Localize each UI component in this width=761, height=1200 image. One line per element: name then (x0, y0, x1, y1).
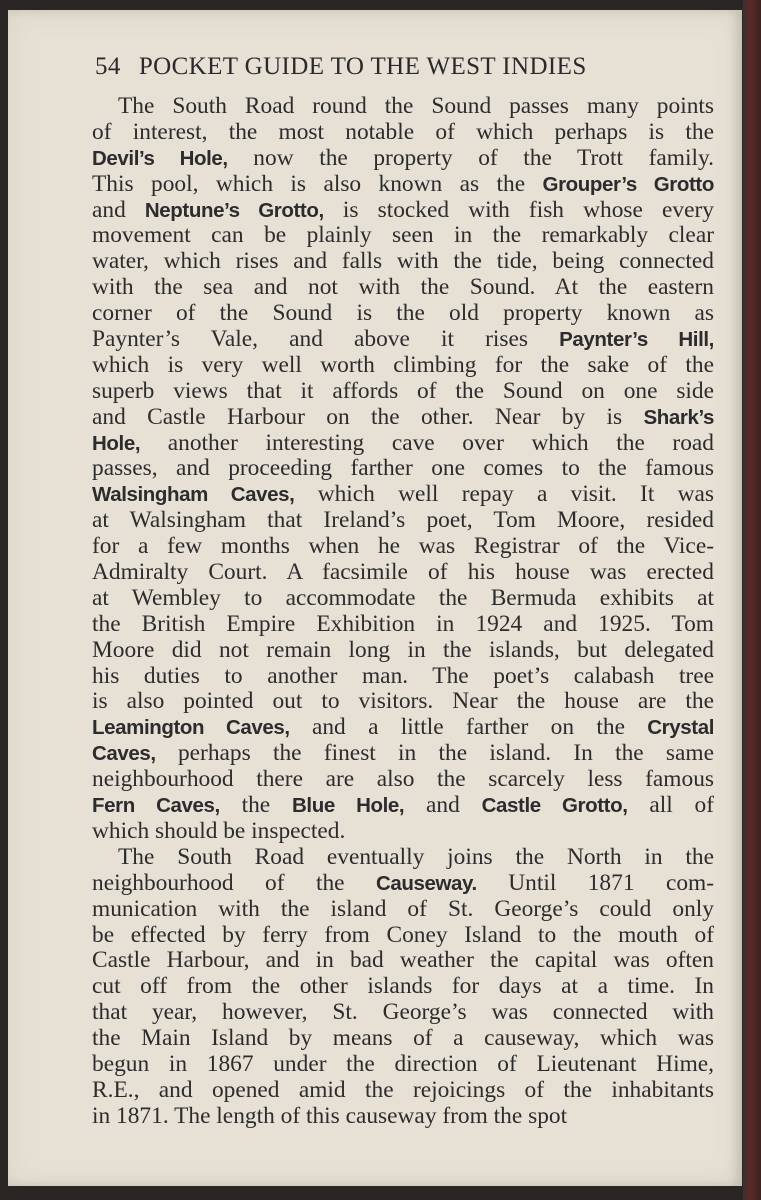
text-segment: and (404, 793, 482, 819)
bold-place-name: Paynter’s Hill, (559, 328, 714, 352)
text-segment: The South Road round the Sound passes many points (118, 94, 714, 119)
text-line (92, 275, 714, 301)
running-title: POCKET GUIDE TO THE WEST INDIES (138, 53, 587, 80)
text-segment: and a little farther on the (289, 715, 648, 741)
book-cover-edge (743, 0, 761, 1200)
text-segment: movement can be plainly seen in the remarkably clear (92, 223, 714, 249)
text-line (92, 638, 714, 664)
bold-place-name: Castle Grotto, (481, 794, 628, 818)
text-segment: in 1871. The length of this causeway from the spot (92, 1103, 568, 1129)
text-line (92, 560, 714, 586)
text-segment: that year, however, St. George’s was connected with (92, 1000, 714, 1026)
text-line (92, 612, 714, 638)
text-line (92, 664, 714, 690)
text-segment: Until 1871 com- (476, 870, 714, 896)
text-line (92, 923, 714, 949)
bold-place-name: Walsingham Caves, (92, 483, 295, 507)
text-line (92, 1078, 714, 1104)
book-page (8, 10, 742, 1186)
text-segment: all of (627, 793, 714, 819)
text-line (92, 845, 714, 871)
text-line (92, 741, 714, 767)
text-segment: begun in 1867 under the direction of Lieutenant Hime, (92, 1051, 714, 1077)
bold-place-name: Crystal (647, 716, 714, 740)
text-line (92, 534, 714, 560)
text-line (92, 586, 714, 612)
text-segment: neighbourhood there are also the scarcely less famous (92, 767, 714, 793)
body-text (92, 94, 714, 1130)
text-segment: for a few months when he was Registrar of the Vice- (92, 534, 714, 560)
text-line (92, 819, 714, 845)
text-line (92, 198, 714, 224)
bold-place-name: Leamington Caves, (92, 716, 290, 740)
text-segment: The South Road eventually joins the North in the (118, 844, 714, 870)
text-line (92, 948, 714, 974)
text-line (92, 146, 714, 172)
text-segment: at Walsingham that Ireland’s poet, Tom Moore, resided (92, 508, 714, 534)
text-line (92, 379, 714, 405)
bold-place-name: Shark’s (643, 405, 714, 429)
text-segment: and Castle Harbour on the other. Near by is (92, 404, 644, 430)
bold-place-name: Hole, (92, 431, 141, 455)
text-line (92, 767, 714, 793)
text-segment: munication with the island of St. George’s could only (92, 896, 714, 922)
text-line (92, 353, 714, 379)
text-segment: cut off from the other islands for days at a time. In (92, 974, 714, 1000)
text-segment: superb views that it affords of the Sound on one side (92, 378, 714, 404)
text-line (92, 1104, 714, 1130)
text-segment: the (219, 793, 292, 819)
text-line (92, 120, 714, 146)
text-segment: perhaps the finest in the island. In the same (155, 741, 714, 767)
text-segment: his duties to another man. The poet’s calabash tree (92, 663, 714, 689)
text-segment: be effected by ferry from Coney Island to the mouth of (92, 922, 714, 948)
text-segment: which well repay a visit. It was (294, 482, 714, 508)
text-line (92, 715, 714, 741)
text-line (92, 405, 714, 431)
text-segment: another interesting cave over which the road (140, 430, 714, 456)
text-segment: and (92, 197, 145, 223)
text-line (92, 327, 714, 353)
text-line (92, 1026, 714, 1052)
text-segment: Castle Harbour, and in bad weather the capital was often (92, 948, 714, 974)
page-number: 54 (95, 53, 121, 80)
text-line (92, 301, 714, 327)
text-segment: corner of the Sound is the old property known as (92, 301, 714, 327)
text-line (92, 94, 714, 120)
text-line (92, 793, 714, 819)
text-segment: the Main Island by means of a causeway, which was (92, 1026, 714, 1052)
text-segment: is also pointed out to visitors. Near the house are the (92, 689, 714, 715)
text-segment: which should be inspected. (92, 818, 346, 844)
bold-place-name: Blue Hole, (292, 794, 405, 818)
text-line (92, 249, 714, 275)
text-line (92, 897, 714, 923)
text-line (92, 223, 714, 249)
bold-place-name: Causeway. (375, 871, 477, 895)
text-segment: Admiralty Court. A facsimile of his house was erected (92, 560, 714, 586)
text-segment: Paynter’s Vale, and above it rises (92, 327, 560, 353)
text-line (92, 431, 714, 457)
text-line (92, 871, 714, 897)
text-line (92, 482, 714, 508)
text-segment: is stocked with fish whose every (323, 197, 714, 223)
text-segment: This pool, which is also known as the (92, 171, 543, 197)
bold-place-name: Devil’s Hole, (92, 146, 228, 170)
text-segment: passes, and proceeding farther one comes to the famous (92, 456, 714, 482)
text-segment: at Wembley to accommodate the Bermuda exhibits at (92, 585, 714, 611)
bold-place-name: Grouper’s Grotto (542, 172, 714, 196)
text-segment: Moore did not remain long in the islands, but delegated (92, 637, 714, 663)
text-segment: neighbourhood of the (92, 870, 376, 896)
text-segment: of interest, the most notable of which perhaps is the (92, 119, 714, 145)
text-segment: the British Empire Exhibition in 1924 and 1925. Tom (92, 611, 714, 637)
text-line (92, 172, 714, 198)
text-line (92, 508, 714, 534)
text-segment: R.E., and opened amid the rejoicings of the inhabitants (92, 1077, 714, 1103)
text-line (92, 1000, 714, 1026)
text-segment: now the property of the Trott family. (227, 145, 714, 171)
running-header (95, 53, 668, 81)
text-segment: water, which rises and falls with the tide, being connected (92, 249, 714, 275)
bold-place-name: Neptune’s Grotto, (144, 198, 324, 222)
text-line (92, 456, 714, 482)
bold-place-name: Fern Caves, (92, 794, 220, 818)
text-segment: with the sea and not with the Sound. At the eastern (92, 275, 714, 301)
bold-place-name: Caves, (92, 742, 156, 766)
text-line (92, 974, 714, 1000)
text-line (92, 1052, 714, 1078)
text-segment: which is very well worth climbing for the sake of the (92, 352, 714, 378)
text-line (92, 689, 714, 715)
